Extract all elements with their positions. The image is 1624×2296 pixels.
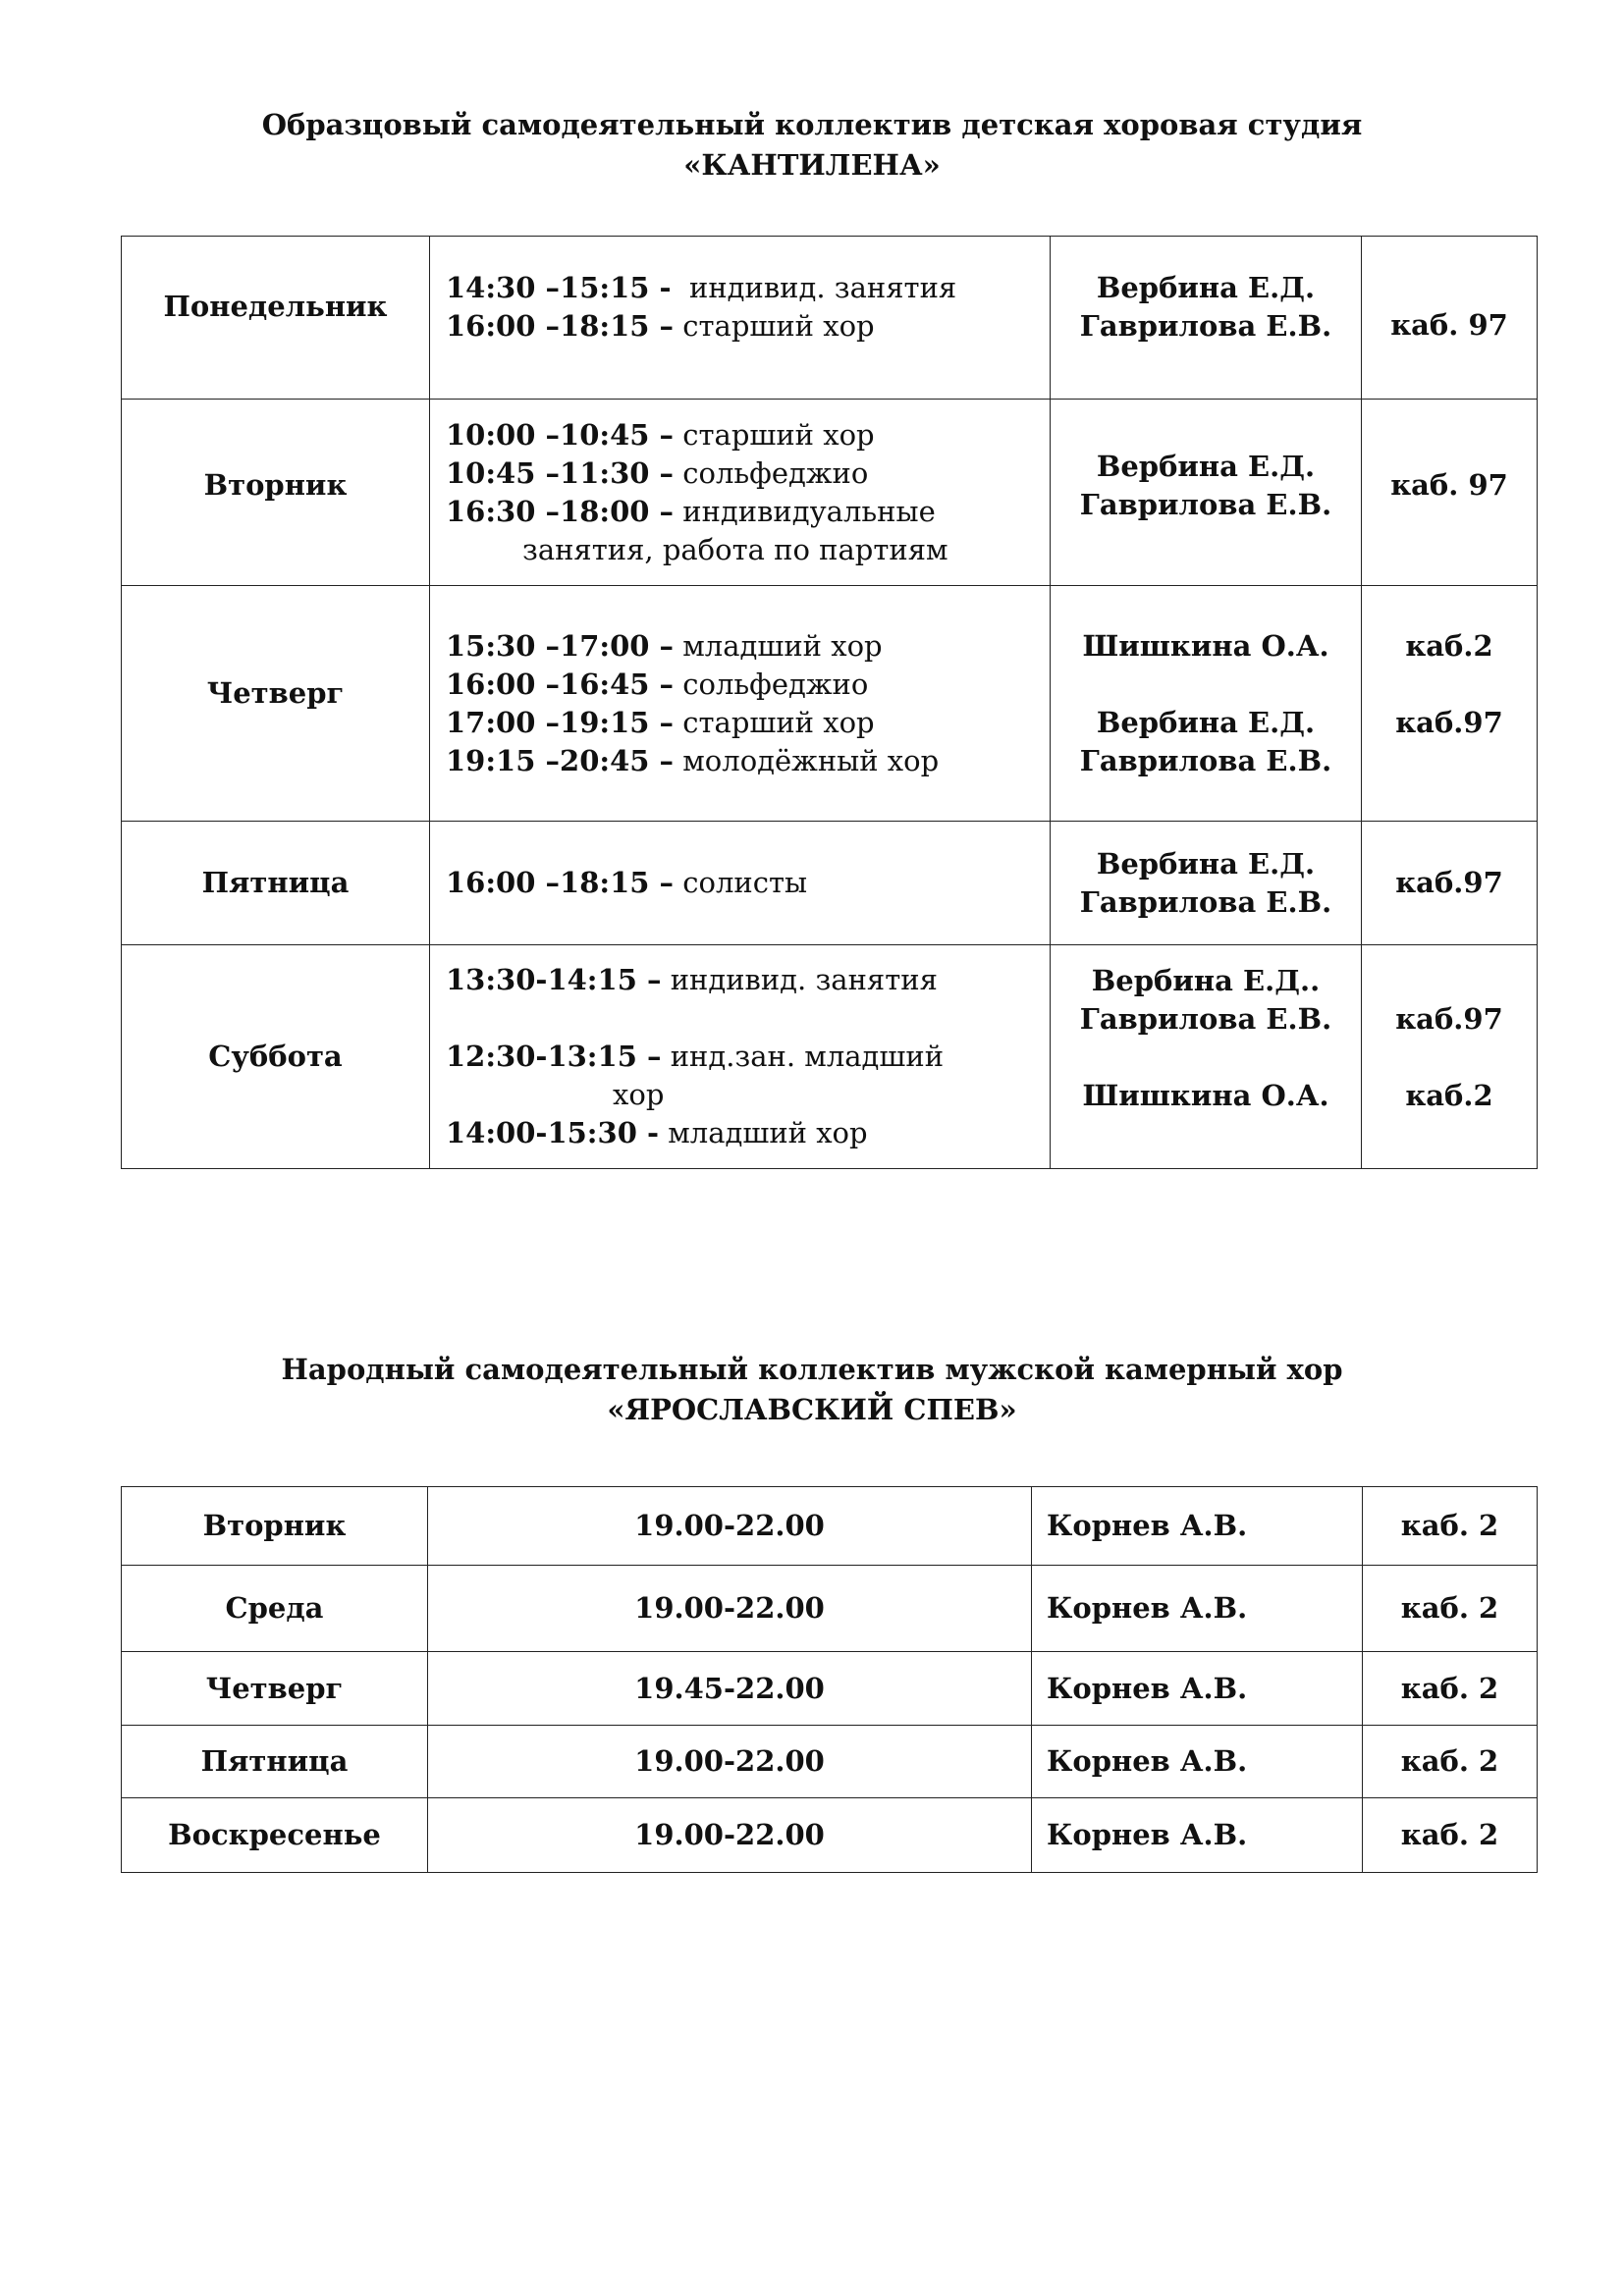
table-row [122, 1726, 1538, 1798]
times-cell [430, 822, 1051, 945]
times-cell [430, 237, 1051, 400]
teacher-name: Вербина Е.Д. [1096, 705, 1316, 739]
section2-heading [0, 1350, 1624, 1430]
hours-cell: 19.45-22.00 [428, 1652, 1032, 1726]
room-cell [1362, 822, 1538, 945]
time-range: 15:30 –17:00 – [446, 628, 675, 663]
room-label: каб. 97 [1390, 468, 1508, 502]
kantilena-schedule-table [121, 236, 1538, 1169]
room-cell: каб. 2 [1363, 1487, 1538, 1566]
table-row [122, 400, 1538, 586]
time-slot [446, 307, 1050, 346]
day-cell [122, 945, 430, 1169]
time-slot [446, 704, 1050, 742]
activity: сольфеджио [682, 455, 869, 490]
teacher-cell: Корнев А.В. [1032, 1726, 1363, 1798]
teacher-name: Вербина Е.Д. [1096, 270, 1316, 304]
time-range: 19:15 –20:45 – [446, 743, 675, 777]
time-slot [446, 961, 1050, 999]
day-cell: Пятница [122, 1726, 428, 1798]
room-cell: каб. 2 [1363, 1726, 1538, 1798]
teacher-name: Вербина Е.Д. [1096, 846, 1316, 881]
teachers-cell [1051, 237, 1362, 400]
yaroslavsky-spev-schedule-table [121, 1486, 1538, 1873]
section2-title-line1: Народный самодеятельный коллектив мужской камерный хор [281, 1353, 1343, 1386]
hours-cell: 19.00-22.00 [428, 1798, 1032, 1873]
room-cell: каб. 2 [1363, 1798, 1538, 1873]
time-slot [446, 416, 1050, 454]
time-slot [446, 627, 1050, 666]
time-slot [446, 493, 1050, 531]
time-range: 14:00-15:30 - [446, 1116, 660, 1149]
section1-title-line1: Образцовый самодеятельный коллектив детская хоровая студия [261, 108, 1363, 141]
day-label: Четверг [206, 676, 345, 710]
day-label: Вторник [203, 468, 348, 502]
time-range: 13:30-14:15 – [446, 963, 662, 996]
day-cell [122, 822, 430, 945]
time-range: 12:30-13:15 – [446, 1040, 662, 1073]
time-range: 17:00 –19:15 – [446, 705, 675, 739]
teachers-cell [1051, 822, 1362, 945]
room-label: каб.97 [1395, 866, 1503, 899]
teacher-cell: Корнев А.В. [1032, 1652, 1363, 1726]
room-label: каб.2 [1405, 628, 1493, 663]
room-label: каб.97 [1395, 705, 1503, 739]
room-label: каб. 97 [1390, 308, 1508, 342]
day-cell: Среда [122, 1566, 428, 1652]
teacher-name: Гаврилова Е.В. [1079, 308, 1332, 343]
table-row [122, 586, 1538, 822]
teacher-name: Шишкина О.А. [1082, 628, 1329, 663]
teacher-cell: Корнев А.В. [1032, 1566, 1363, 1652]
activity: молодёжный хор [682, 743, 940, 777]
table-row [122, 1652, 1538, 1726]
room-label: каб.2 [1405, 1078, 1493, 1112]
time-range: 16:00 –18:15 – [446, 308, 675, 343]
activity: солисты [682, 866, 808, 899]
teachers-cell [1051, 400, 1362, 586]
activity: индивид. занятия [689, 270, 957, 304]
table-row [122, 237, 1538, 400]
room-cell [1362, 586, 1538, 822]
time-range: 10:00 –10:45 – [446, 417, 675, 452]
day-cell [122, 586, 430, 822]
time-slot [446, 666, 1050, 704]
day-cell: Воскресенье [122, 1798, 428, 1873]
time-range: 16:30 –18:00 – [446, 494, 675, 528]
teacher-cell: Корнев А.В. [1032, 1487, 1363, 1566]
hours-cell: 19.00-22.00 [428, 1566, 1032, 1652]
teachers-cell [1051, 586, 1362, 822]
teacher-name: Шишкина О.А. [1082, 1078, 1329, 1112]
room-cell: каб. 2 [1363, 1566, 1538, 1652]
time-range: 16:00 –16:45 – [446, 667, 675, 701]
day-cell: Вторник [122, 1487, 428, 1566]
section1-title-line2: «КАНТИЛЕНА» [683, 148, 941, 182]
activity: младший хор [682, 628, 883, 663]
table-row [122, 1798, 1538, 1873]
day-label: Пятница [201, 866, 350, 899]
activity-continuation: хор [613, 1078, 665, 1111]
time-slot [446, 454, 1050, 493]
times-cell [430, 400, 1051, 586]
activity-continuation: занятия, работа по партиям [522, 532, 948, 566]
day-label: Понедельник [163, 290, 388, 323]
teacher-name: Гаврилова Е.В. [1079, 1001, 1332, 1036]
table-row [122, 822, 1538, 945]
teacher-name: Гаврилова Е.В. [1079, 884, 1332, 919]
time-slot [446, 1038, 1050, 1076]
teachers-cell [1051, 945, 1362, 1169]
activity: младший хор [668, 1116, 868, 1149]
room-label: каб.97 [1395, 1001, 1503, 1036]
section2-title-line2: «ЯРОСЛАВСКИЙ СПЕВ» [607, 1393, 1017, 1426]
activity: старший хор [682, 308, 875, 343]
time-range: 16:00 –18:15 – [446, 866, 675, 899]
times-cell [430, 945, 1051, 1169]
time-slot [446, 1114, 1050, 1152]
teacher-name: Вербина Е.Д.. [1091, 963, 1321, 997]
teacher-cell: Корнев А.В. [1032, 1798, 1363, 1873]
time-range: 14:30 –15:15 - [446, 270, 672, 304]
teacher-name: Гаврилова Е.В. [1079, 487, 1332, 521]
activity: инд.зан. младший [670, 1040, 945, 1073]
teacher-name: Гаврилова Е.В. [1079, 743, 1332, 777]
room-cell [1362, 237, 1538, 400]
time-slot [446, 864, 1050, 902]
day-cell [122, 400, 430, 586]
day-cell [122, 237, 430, 400]
hours-cell: 19.00-22.00 [428, 1726, 1032, 1798]
activity: индивид. занятия [670, 963, 938, 996]
day-cell: Четверг [122, 1652, 428, 1726]
teacher-name: Вербина Е.Д. [1096, 449, 1316, 483]
hours-cell: 19.00-22.00 [428, 1487, 1032, 1566]
table-row [122, 1566, 1538, 1652]
section1-heading [0, 105, 1624, 186]
room-cell [1362, 945, 1538, 1169]
activity: старший хор [682, 417, 875, 452]
activity: сольфеджио [682, 667, 869, 701]
time-slot [446, 269, 1050, 307]
times-cell [430, 586, 1051, 822]
day-label: Суббота [208, 1040, 343, 1073]
time-range: 10:45 –11:30 – [446, 455, 675, 490]
room-cell [1362, 400, 1538, 586]
activity: старший хор [682, 705, 875, 739]
activity: индивидуальные [682, 494, 936, 528]
table-row [122, 945, 1538, 1169]
table-row [122, 1487, 1538, 1566]
room-cell: каб. 2 [1363, 1652, 1538, 1726]
time-slot [446, 742, 1050, 780]
